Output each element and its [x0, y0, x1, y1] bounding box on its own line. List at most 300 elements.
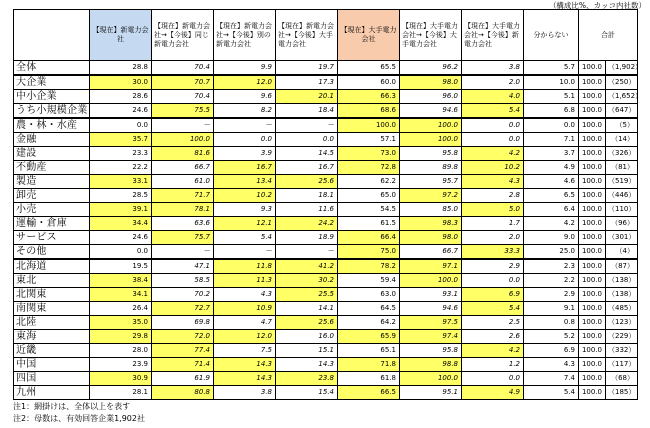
value-cell: 5.4 [462, 302, 524, 316]
value-cell: － [276, 245, 338, 260]
value-cell: 23.3 [90, 147, 152, 161]
row-label: 全体 [14, 61, 90, 76]
table-row [14, 61, 638, 76]
value-cell: 66.5 [338, 386, 400, 400]
value-cell: 100.0 [579, 302, 606, 316]
value-cell: 6.9 [524, 344, 579, 358]
note-2: 注2：母数は、有効回答企業1,902社 [13, 414, 145, 423]
value-cell: 3.8 [462, 61, 524, 76]
note-1: 注1：網掛けは、全体以上を表す [13, 402, 131, 411]
value-cell: 0.0 [524, 118, 579, 133]
value-cell: 18.4 [276, 104, 338, 119]
value-cell: 25.5 [276, 288, 338, 302]
value-cell: 5.7 [524, 61, 579, 76]
value-cell: 60.0 [338, 75, 400, 90]
value-cell: 97.2 [400, 189, 462, 203]
value-cell: 98.0 [400, 75, 462, 90]
value-cell: 2.9 [524, 288, 579, 302]
value-cell: 73.0 [338, 147, 400, 161]
value-cell: 70.2 [152, 288, 214, 302]
table-row [14, 358, 638, 372]
value-cell: 100.0 [579, 203, 606, 217]
value-cell: 14.1 [276, 302, 338, 316]
count-cell: （138） [606, 288, 638, 302]
value-cell: 26.4 [90, 302, 152, 316]
value-cell: 10.0 [524, 75, 579, 90]
value-cell: 100.0 [579, 245, 606, 260]
value-cell: 65.9 [338, 330, 400, 344]
count-cell: （250） [606, 75, 638, 90]
value-cell: 14.3 [214, 358, 276, 372]
value-cell: 5.4 [524, 386, 579, 400]
value-cell: 33.1 [90, 175, 152, 189]
value-cell: 78.1 [152, 203, 214, 217]
value-cell: 100.0 [579, 386, 606, 400]
row-label: うち小規模企業 [14, 104, 90, 119]
header-blank-cell [14, 10, 90, 61]
value-cell: 29.8 [90, 330, 152, 344]
value-cell: 95.8 [400, 147, 462, 161]
value-cell: 4.6 [524, 175, 579, 189]
value-cell: 100.0 [579, 118, 606, 133]
table-row [14, 189, 638, 203]
value-cell: 70.4 [152, 61, 214, 76]
table-row [14, 274, 638, 288]
value-cell: 10.9 [214, 302, 276, 316]
table-row [14, 330, 638, 344]
count-cell: （123） [606, 316, 638, 330]
value-cell: 100.0 [579, 133, 606, 147]
header-row [14, 10, 638, 61]
value-cell: 100.0 [579, 75, 606, 90]
value-cell: 63.0 [338, 288, 400, 302]
value-cell: 66.3 [338, 90, 400, 104]
value-cell: 100.0 [579, 274, 606, 288]
value-cell: 100.0 [400, 118, 462, 133]
table-row [14, 147, 638, 161]
row-label: 九州 [14, 386, 90, 400]
value-cell: 11.8 [214, 259, 276, 274]
table-row [14, 217, 638, 231]
value-cell: 100.0 [579, 175, 606, 189]
value-cell: 4.0 [462, 90, 524, 104]
value-cell: 30.0 [90, 75, 152, 90]
value-cell: 23.8 [276, 372, 338, 386]
value-cell: 2.9 [462, 259, 524, 274]
value-cell: 6.9 [462, 288, 524, 302]
value-cell: 14.5 [276, 147, 338, 161]
value-cell: 96.2 [400, 61, 462, 76]
value-cell: 25.0 [524, 245, 579, 260]
value-cell: 68.6 [338, 104, 400, 119]
value-cell: 4.2 [462, 344, 524, 358]
value-cell: 71.8 [338, 358, 400, 372]
value-cell: 35.0 [90, 316, 152, 330]
row-label: 南関東 [14, 302, 90, 316]
value-cell: 12.0 [214, 75, 276, 90]
value-cell: － [214, 118, 276, 133]
value-cell: 80.8 [152, 386, 214, 400]
value-cell: 24.6 [90, 104, 152, 119]
value-cell: 28.8 [90, 61, 152, 76]
table-row [14, 344, 638, 358]
header-major-to-new: 【現在】大手電力会社→【今後】新電力会社 [462, 10, 524, 61]
value-cell: 18.9 [276, 231, 338, 245]
table-row [14, 259, 638, 274]
value-cell: 2.8 [462, 189, 524, 203]
row-label: 四国 [14, 372, 90, 386]
value-cell: 5.2 [524, 330, 579, 344]
row-label: 東北 [14, 274, 90, 288]
header-current-new-power: 【現在】新電力会社 [90, 10, 152, 61]
value-cell: 100.0 [579, 217, 606, 231]
value-cell: 72.8 [338, 161, 400, 175]
value-cell: 9.6 [214, 90, 276, 104]
value-cell: 4.2 [524, 217, 579, 231]
value-cell: 0.0 [462, 274, 524, 288]
value-cell: 100.0 [579, 61, 606, 76]
value-cell: 100.0 [152, 133, 214, 147]
count-cell: （1,652） [606, 90, 638, 104]
value-cell: 24.6 [90, 231, 152, 245]
survey-table [13, 9, 643, 400]
value-cell: 12.1 [214, 217, 276, 231]
table-row [14, 288, 638, 302]
value-cell: 89.8 [400, 161, 462, 175]
value-cell: 100.0 [579, 358, 606, 372]
value-cell: 28.0 [90, 344, 152, 358]
header-new-to-other-new: 【現在】新電力会社→【今後】別の新電力会社 [214, 10, 276, 61]
value-cell: 2.2 [524, 274, 579, 288]
value-cell: 2.0 [462, 231, 524, 245]
value-cell: 24.2 [276, 217, 338, 231]
row-label: 不動産 [14, 161, 90, 175]
value-cell: 28.6 [90, 90, 152, 104]
value-cell: 38.4 [90, 274, 152, 288]
value-cell: 61.0 [152, 175, 214, 189]
value-cell: 16.7 [214, 161, 276, 175]
value-cell: 0.0 [90, 118, 152, 133]
value-cell: 34.1 [90, 288, 152, 302]
row-label: 中国 [14, 358, 90, 372]
value-cell: 64.5 [338, 302, 400, 316]
value-cell: 22.2 [90, 161, 152, 175]
row-label: 北関東 [14, 288, 90, 302]
value-cell: 85.0 [400, 203, 462, 217]
value-cell: 75.7 [152, 231, 214, 245]
value-cell: 57.1 [338, 133, 400, 147]
value-cell: 75.5 [152, 104, 214, 119]
value-cell: 66.7 [152, 161, 214, 175]
value-cell: 0.0 [276, 133, 338, 147]
value-cell: 6.8 [524, 104, 579, 119]
value-cell: 28.5 [90, 189, 152, 203]
header-new-to-same-new: 【現在】新電力会社→【今後】同じ新電力会社 [152, 10, 214, 61]
value-cell: － [214, 245, 276, 260]
value-cell: 100.0 [400, 274, 462, 288]
header-current-major-power: 【現在】大手電力会社 [338, 10, 400, 61]
value-cell: 11.6 [276, 203, 338, 217]
value-cell: 20.1 [276, 90, 338, 104]
value-cell: 0.0 [462, 133, 524, 147]
value-cell: 100.0 [579, 90, 606, 104]
value-cell: 72.0 [152, 330, 214, 344]
value-cell: 69.8 [152, 316, 214, 330]
value-cell: 5.1 [524, 90, 579, 104]
count-cell: （332） [606, 344, 638, 358]
value-cell: 9.9 [214, 61, 276, 76]
value-cell: 78.2 [338, 259, 400, 274]
value-cell: 100.0 [579, 372, 606, 386]
value-cell: 98.8 [400, 358, 462, 372]
row-label: 近畿 [14, 344, 90, 358]
value-cell: 100.0 [579, 288, 606, 302]
value-cell: 15.4 [276, 386, 338, 400]
value-cell: 71.4 [152, 358, 214, 372]
value-cell: 19.7 [276, 61, 338, 76]
table-row [14, 386, 638, 400]
value-cell: 4.7 [214, 316, 276, 330]
value-cell: 12.0 [214, 330, 276, 344]
value-cell: 63.6 [152, 217, 214, 231]
header-total: 合計 [579, 10, 638, 61]
value-cell: 77.4 [152, 344, 214, 358]
value-cell: 3.7 [524, 147, 579, 161]
value-cell: 100.0 [338, 118, 400, 133]
value-cell: 4.9 [462, 386, 524, 400]
value-cell: 95.7 [400, 175, 462, 189]
value-cell: 5.4 [214, 231, 276, 245]
value-cell: 100.0 [579, 189, 606, 203]
header-new-to-major: 【現在】新電力会社→【今後】大手電力会社 [276, 10, 338, 61]
value-cell: 6.4 [524, 203, 579, 217]
count-cell: （117） [606, 358, 638, 372]
count-cell: （14） [606, 133, 638, 147]
value-cell: 0.8 [524, 316, 579, 330]
value-cell: 30.2 [276, 274, 338, 288]
value-cell: 4.3 [214, 288, 276, 302]
table-body [14, 61, 643, 400]
value-cell: 65.0 [338, 189, 400, 203]
value-cell: 8.2 [214, 104, 276, 119]
value-cell: 4.3 [524, 358, 579, 372]
table-row [14, 372, 638, 386]
count-cell: （301） [606, 231, 638, 245]
value-cell: 1.7 [462, 217, 524, 231]
value-cell: 5.0 [462, 203, 524, 217]
row-label: 北陸 [14, 316, 90, 330]
table-row [14, 203, 638, 217]
value-cell: 16.0 [276, 330, 338, 344]
table-row [14, 161, 638, 175]
header-major-to-major: 【現在】大手電力会社→【今後】大手電力会社 [400, 10, 462, 61]
value-cell: 97.1 [400, 259, 462, 274]
table-row [14, 104, 638, 119]
value-cell: 94.6 [400, 104, 462, 119]
value-cell: 28.1 [90, 386, 152, 400]
value-cell: 2.0 [462, 75, 524, 90]
value-cell: 100.0 [400, 133, 462, 147]
value-cell: 1.2 [462, 358, 524, 372]
count-cell: （4） [606, 245, 638, 260]
value-cell: 4.3 [462, 175, 524, 189]
value-cell: 70.7 [152, 75, 214, 90]
value-cell: 2.6 [462, 330, 524, 344]
row-label: 中小企業 [14, 90, 90, 104]
unit-note: （構成比%、カッコ内社数） [548, 1, 646, 10]
value-cell: 65.5 [338, 61, 400, 76]
value-cell: 58.5 [152, 274, 214, 288]
value-cell: 81.6 [152, 147, 214, 161]
value-cell: 94.6 [400, 302, 462, 316]
count-cell: （138） [606, 274, 638, 288]
value-cell: 95.1 [400, 386, 462, 400]
table-row [14, 175, 638, 189]
value-cell: 35.7 [90, 133, 152, 147]
value-cell: 10.2 [214, 189, 276, 203]
count-cell: （519） [606, 175, 638, 189]
value-cell: 100.0 [579, 231, 606, 245]
value-cell: 2.3 [524, 259, 579, 274]
count-cell: （96） [606, 217, 638, 231]
table-row [14, 133, 638, 147]
value-cell: 100.0 [579, 147, 606, 161]
value-cell: 41.2 [276, 259, 338, 274]
count-cell: （185） [606, 386, 638, 400]
value-cell: 100.0 [579, 316, 606, 330]
row-label: その他 [14, 245, 90, 260]
count-cell: （647） [606, 104, 638, 119]
count-cell: （1,902） [606, 61, 638, 76]
count-cell: （229） [606, 330, 638, 344]
value-cell: 2.5 [462, 316, 524, 330]
value-cell: 14.3 [276, 358, 338, 372]
value-cell: 54.5 [338, 203, 400, 217]
value-cell: 100.0 [579, 104, 606, 119]
value-cell: 66.4 [338, 231, 400, 245]
value-cell: 98.0 [400, 231, 462, 245]
value-cell: 6.5 [524, 189, 579, 203]
value-cell: 47.1 [152, 259, 214, 274]
count-cell: （446） [606, 189, 638, 203]
value-cell: 97.4 [400, 330, 462, 344]
notes [13, 401, 145, 425]
row-label: 農・林・水産 [14, 118, 90, 133]
value-cell: 0.0 [90, 245, 152, 260]
table-row [14, 302, 638, 316]
value-cell: － [152, 245, 214, 260]
count-cell: （87） [606, 259, 638, 274]
value-cell: 100.0 [579, 330, 606, 344]
row-label: 運輸・倉庫 [14, 217, 90, 231]
table-row [14, 90, 638, 104]
value-cell: 7.1 [524, 133, 579, 147]
count-cell: （326） [606, 147, 638, 161]
value-cell: 93.1 [400, 288, 462, 302]
value-cell: 100.0 [579, 161, 606, 175]
value-cell: 25.6 [276, 316, 338, 330]
value-cell: 98.3 [400, 217, 462, 231]
row-label: 金融 [14, 133, 90, 147]
value-cell: 18.1 [276, 189, 338, 203]
value-cell: 62.2 [338, 175, 400, 189]
row-label: 小売 [14, 203, 90, 217]
row-label: 建設 [14, 147, 90, 161]
value-cell: 100.0 [400, 372, 462, 386]
value-cell: 34.4 [90, 217, 152, 231]
value-cell: － [152, 118, 214, 133]
value-cell: 64.2 [338, 316, 400, 330]
value-cell: 61.9 [152, 372, 214, 386]
value-cell: 71.7 [152, 189, 214, 203]
value-cell: 3.8 [214, 386, 276, 400]
value-cell: 97.5 [400, 316, 462, 330]
table-row [14, 231, 638, 245]
table-row [14, 75, 638, 90]
value-cell: 5.4 [462, 104, 524, 119]
value-cell: 19.5 [90, 259, 152, 274]
value-cell: 0.0 [214, 133, 276, 147]
table-row [14, 316, 638, 330]
value-cell: 66.7 [400, 245, 462, 260]
value-cell: 0.0 [462, 118, 524, 133]
value-cell: 11.3 [214, 274, 276, 288]
row-label: 卸売 [14, 189, 90, 203]
value-cell: 17.3 [276, 75, 338, 90]
value-cell: 9.0 [524, 231, 579, 245]
value-cell: 75.0 [338, 245, 400, 260]
value-cell: 4.9 [524, 161, 579, 175]
value-cell: 59.4 [338, 274, 400, 288]
value-cell: 10.2 [462, 161, 524, 175]
value-cell: 72.7 [152, 302, 214, 316]
value-cell: 3.9 [214, 147, 276, 161]
value-cell: 61.5 [338, 217, 400, 231]
value-cell: 25.6 [276, 175, 338, 189]
value-cell: 14.3 [214, 372, 276, 386]
row-label: 製造 [14, 175, 90, 189]
value-cell: 39.1 [90, 203, 152, 217]
table-row [14, 245, 638, 260]
table-row [14, 118, 638, 133]
value-cell: 7.4 [524, 372, 579, 386]
value-cell: 16.7 [276, 161, 338, 175]
value-cell: － [276, 118, 338, 133]
count-cell: （68） [606, 372, 638, 386]
value-cell: 9.1 [524, 302, 579, 316]
value-cell: 30.9 [90, 372, 152, 386]
value-cell: 100.0 [579, 344, 606, 358]
row-label: 東海 [14, 330, 90, 344]
count-cell: （485） [606, 302, 638, 316]
value-cell: 100.0 [579, 259, 606, 274]
value-cell: 13.4 [214, 175, 276, 189]
row-label: 大企業 [14, 75, 90, 90]
value-cell: 33.3 [462, 245, 524, 260]
value-cell: 4.2 [462, 147, 524, 161]
count-cell: （5） [606, 118, 638, 133]
value-cell: 7.5 [214, 344, 276, 358]
value-cell: 95.8 [400, 344, 462, 358]
value-cell: 23.9 [90, 358, 152, 372]
value-cell: 15.1 [276, 344, 338, 358]
value-cell: 0.0 [462, 372, 524, 386]
value-cell: 96.0 [400, 90, 462, 104]
count-cell: （81） [606, 161, 638, 175]
value-cell: 61.8 [338, 372, 400, 386]
value-cell: 65.1 [338, 344, 400, 358]
header-unknown: 分からない [524, 10, 579, 61]
